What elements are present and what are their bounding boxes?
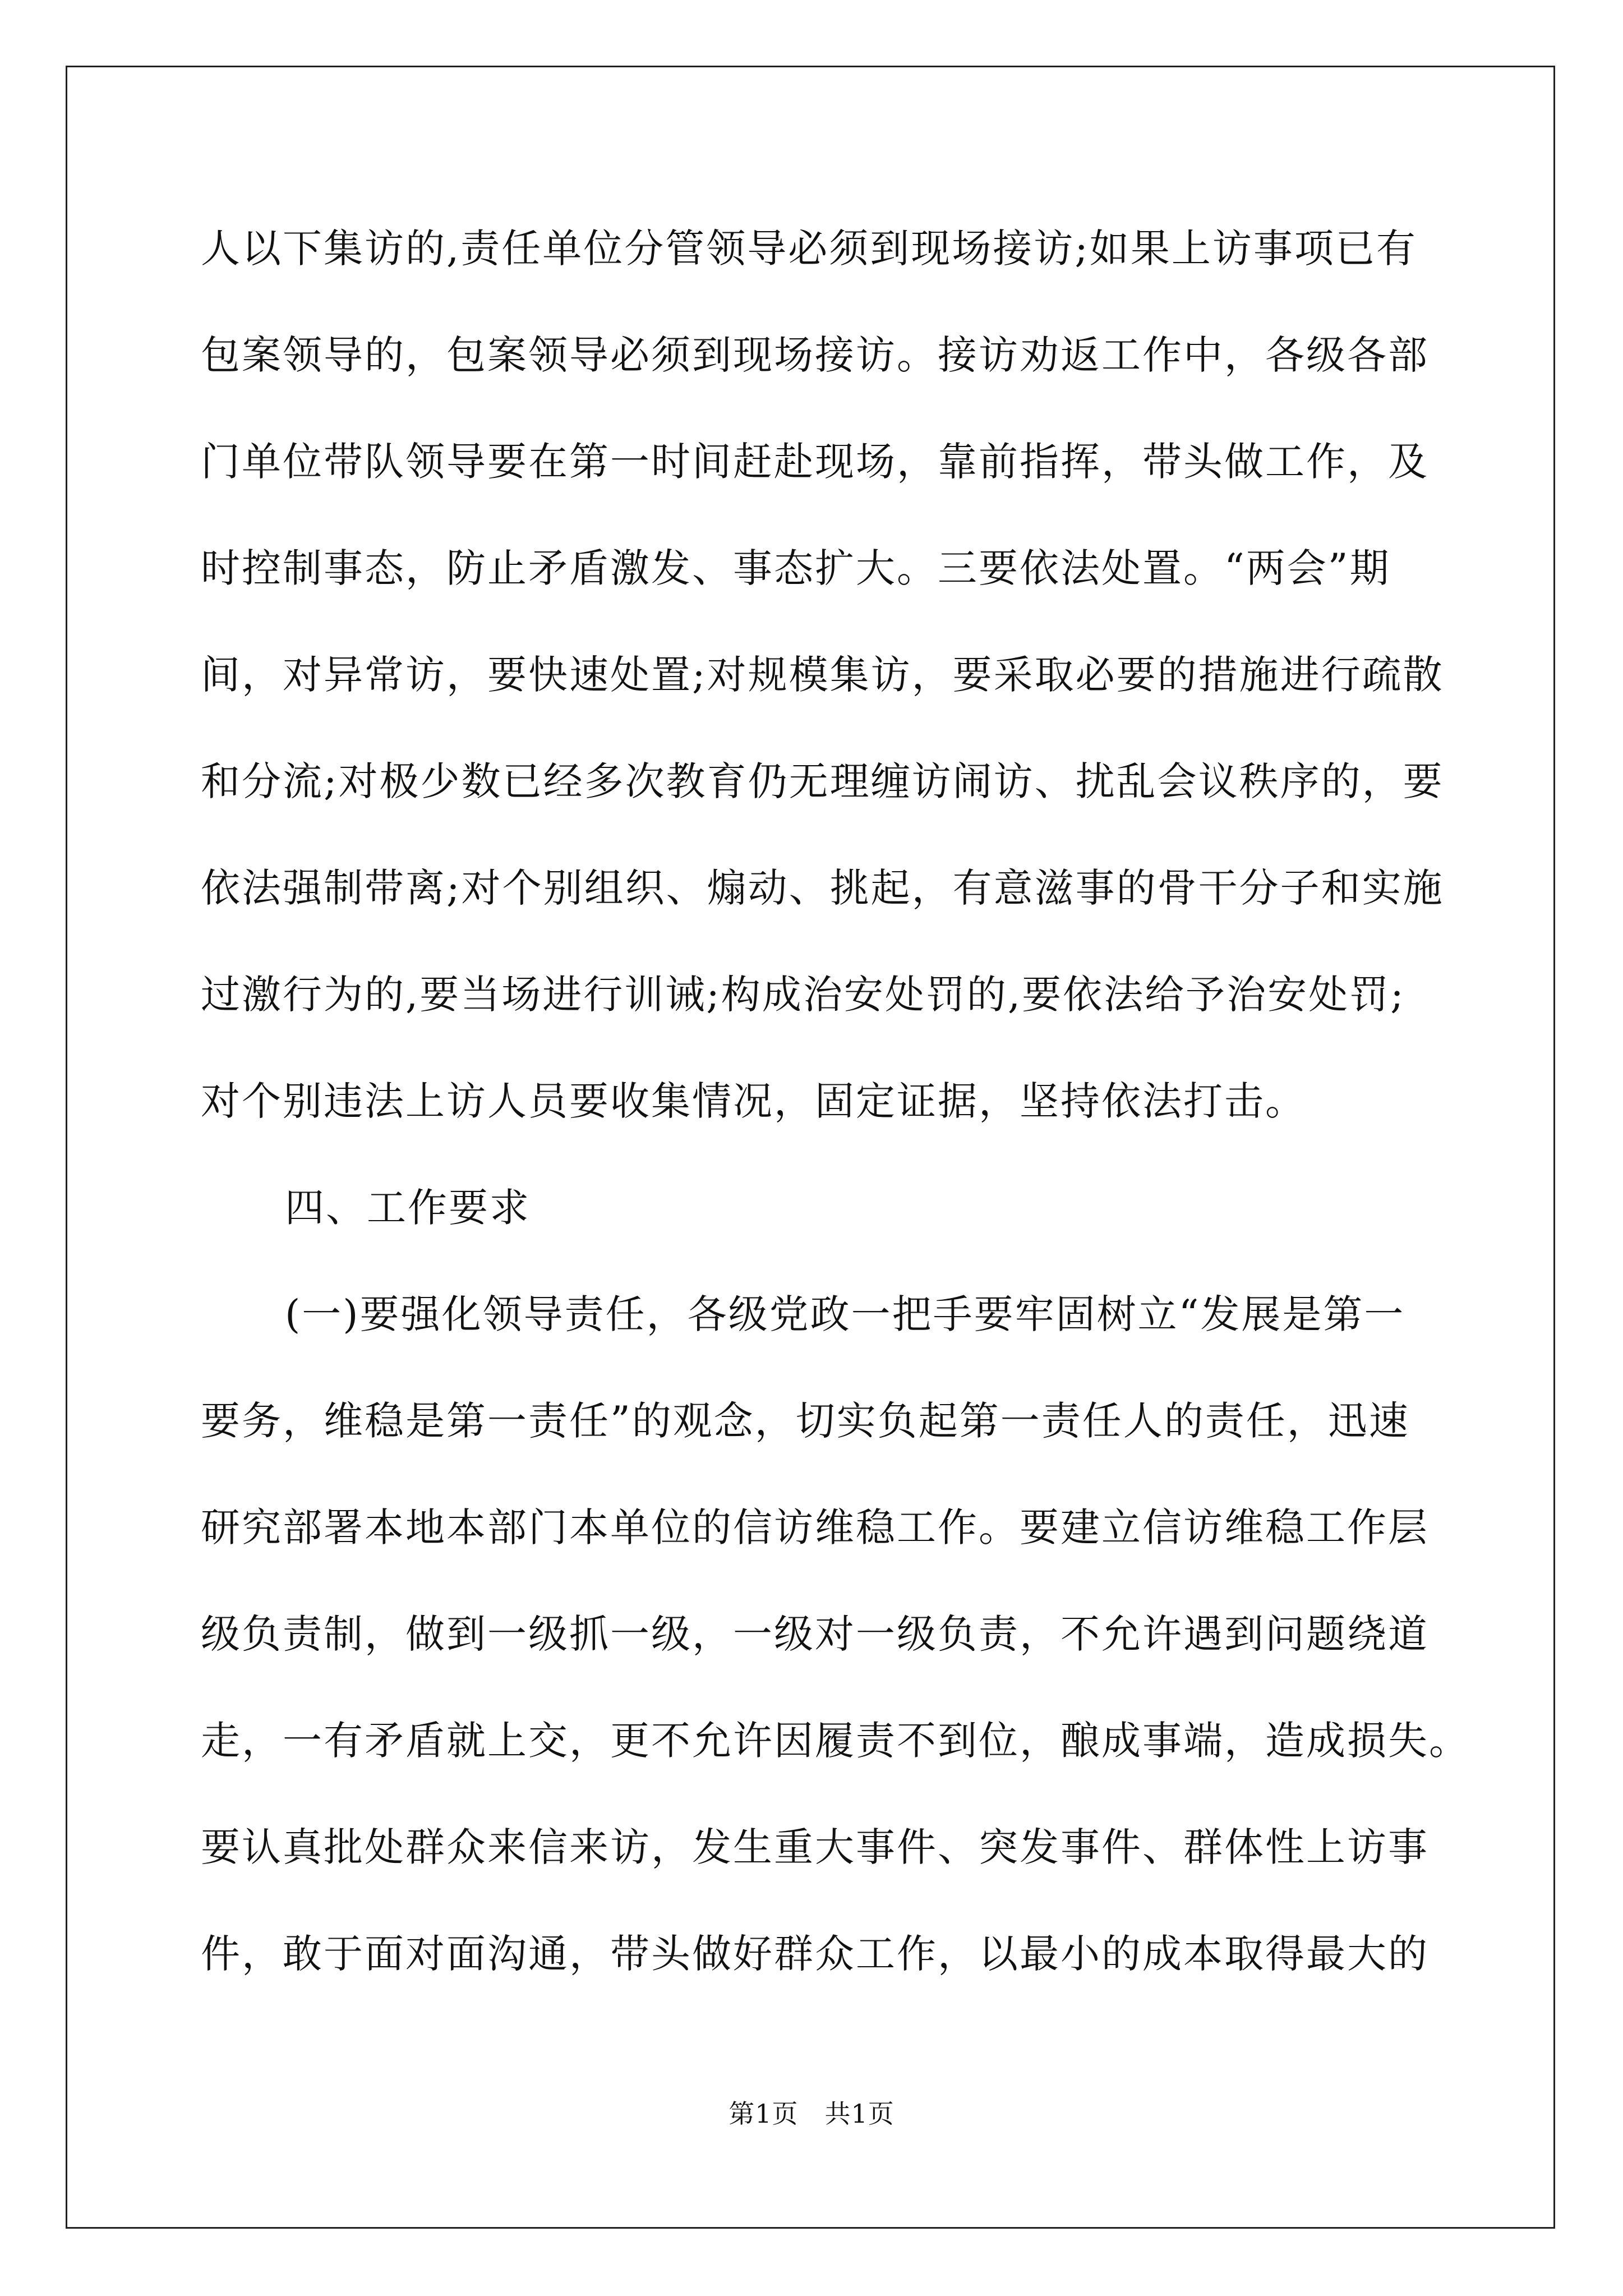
section-heading: 四、工作要求 bbox=[285, 1185, 531, 1231]
text-line: 依法强制带离;对个别组织、煽动、挑起，有意滋事的骨干分子和实施 bbox=[201, 865, 1444, 911]
text-line: 级负责制，做到一级抓一级，一级对一级负责，不允许遇到问题绕道 bbox=[201, 1611, 1429, 1657]
text-line: 时控制事态，防止矛盾激发、事态扩大。三要依法处置。“两会”期 bbox=[201, 545, 1391, 591]
text-line: 对个别违法上访人员要收集情况，固定证据，坚持依法打击。 bbox=[201, 1078, 1306, 1124]
text-line: 包案领导的，包案领导必须到现场接访。接访劝返工作中，各级各部 bbox=[201, 332, 1429, 378]
text-line: 要认真批处群众来信来访，发生重大事件、突发事件、群体性上访事 bbox=[201, 1824, 1429, 1870]
text-line: 门单位带队领导要在第一时间赶赴现场，靠前指挥，带头做工作，及 bbox=[201, 439, 1429, 485]
text-line: 要务，维稳是第一责任”的观念，切实负起第一责任人的责任，迅速 bbox=[201, 1398, 1410, 1444]
text-line: 研究部署本地本部门本单位的信访维稳工作。要建立信访维稳工作层 bbox=[201, 1504, 1429, 1550]
text-line: 过激行为的,要当场进行训诫;构成治安处罚的,要依法给予治安处罚; bbox=[201, 972, 1405, 1018]
text-line: (一)要强化领导责任，各级党政一把手要牢固树立“发展是第一 bbox=[285, 1291, 1405, 1337]
text-line: 间，对异常访，要快速处置;对规模集访，要采取必要的措施进行疏散 bbox=[201, 652, 1444, 698]
text-line: 件，敢于面对面沟通，带头做好群众工作，以最小的成本取得最大的 bbox=[201, 1931, 1429, 1977]
text-line: 走，一有矛盾就上交，更不允许因履责不到位，酿成事端，造成损失。 bbox=[201, 1718, 1470, 1764]
page-number-footer: 第1页 共1页 bbox=[728, 2099, 895, 2129]
text-line: 人以下集访的,责任单位分管领导必须到现场接访;如果上访事项已有 bbox=[201, 226, 1417, 272]
document-body bbox=[201, 218, 1470, 2030]
text-line: 和分流;对极少数已经多次教育仍无理缠访闹访、扰乱会议秩序的，要 bbox=[201, 758, 1444, 804]
